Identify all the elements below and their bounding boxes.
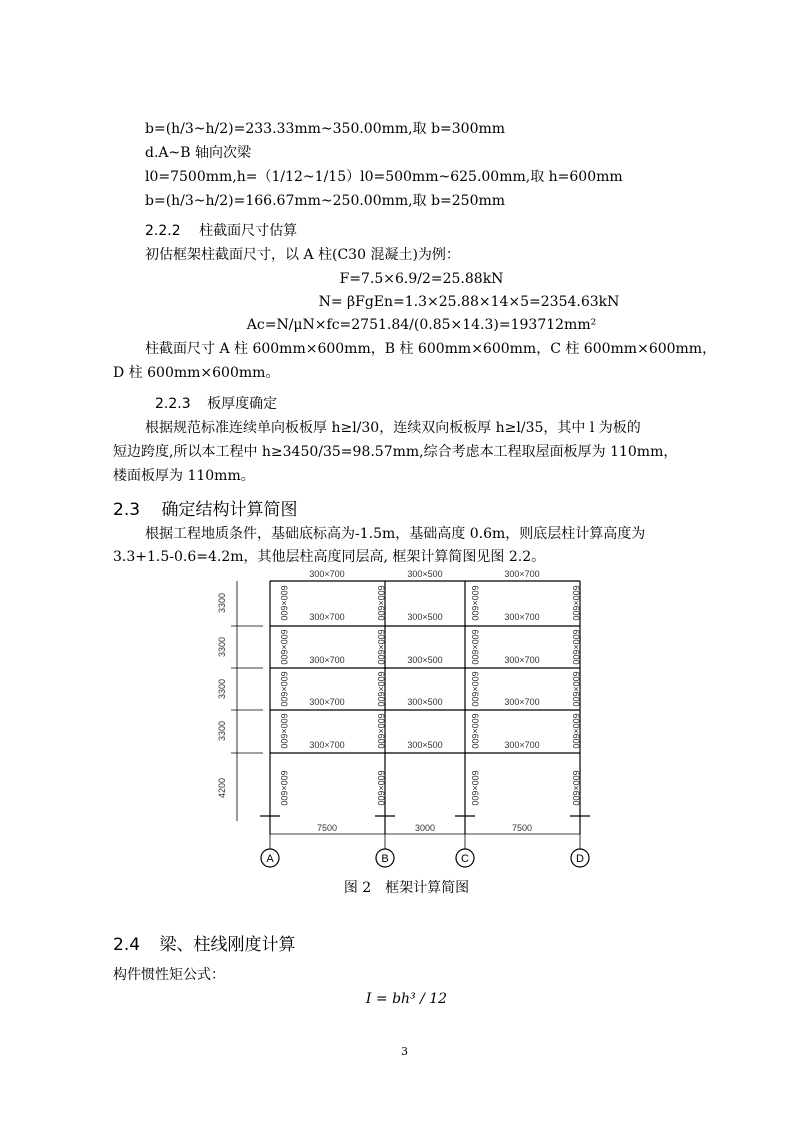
figure-caption: 图 2 框架计算简图 bbox=[343, 880, 470, 896]
span-dimension: 3000 bbox=[414, 823, 436, 833]
storey-height: 3300 bbox=[217, 678, 227, 700]
beam-labels-row2 bbox=[309, 655, 539, 665]
beam-label: 300×700 bbox=[309, 697, 345, 707]
beam-labels-row1 bbox=[309, 612, 539, 622]
column-label: 600×600 bbox=[571, 671, 581, 707]
beam-label: 300×700 bbox=[309, 655, 345, 665]
beam-label: 300×700 bbox=[504, 612, 540, 622]
axis-label-c: C bbox=[461, 853, 469, 865]
beam-label: 300×700 bbox=[504, 697, 540, 707]
column-labels-a bbox=[279, 585, 289, 805]
subsection-heading-2-2-2 bbox=[145, 222, 297, 240]
axis-label-d: D bbox=[576, 853, 584, 865]
beam-label: 300×700 bbox=[309, 612, 345, 622]
column-label: 600×600 bbox=[376, 713, 386, 749]
beam-label: 300×700 bbox=[504, 740, 540, 750]
column-label: 600×600 bbox=[470, 770, 480, 806]
beam-label: 300×700 bbox=[504, 569, 540, 579]
text-line-d-head: d.A~B 轴向次梁 bbox=[145, 145, 251, 161]
column-label: 600×600 bbox=[470, 671, 480, 707]
column-label: 600×600 bbox=[279, 671, 289, 707]
equation-n: N= βFgEn=1.3×25.88×14×5=2354.63kN bbox=[318, 294, 620, 310]
column-labels-d bbox=[571, 585, 581, 805]
section-title: 柱截面尺寸估算 bbox=[199, 223, 298, 239]
column-label: 600×600 bbox=[571, 629, 581, 665]
column-label: 600×600 bbox=[376, 629, 386, 665]
beam-label: 300×500 bbox=[407, 612, 443, 622]
paragraph-line: 柱截面尺寸 A 柱 600mm×600mm，B 柱 600mm×600mm，C 柱 600mm×600mm， bbox=[145, 341, 717, 357]
subsection-heading-2-2-3 bbox=[155, 395, 277, 413]
text-line-l0: l0=7500mm,h=（1/12~1/15）l0=500mm~625.00mm,取 h=600mm bbox=[145, 169, 623, 185]
span-dimension: 7500 bbox=[511, 823, 533, 833]
section-title: 板厚度确定 bbox=[207, 396, 278, 412]
beam-label: 300×500 bbox=[407, 569, 443, 579]
span-dimension: 7500 bbox=[316, 823, 338, 833]
column-label: 600×600 bbox=[376, 770, 386, 806]
column-labels-c bbox=[470, 585, 480, 805]
paragraph-line: 短边跨度,所以本工程中 h≥3450/35=98.57mm,综合考虑本工程取屋面板厚为 110mm， bbox=[113, 444, 678, 460]
beam-labels-row3 bbox=[309, 697, 539, 707]
section-number: 2.4 bbox=[113, 935, 141, 955]
beam-label: 300×700 bbox=[309, 740, 345, 750]
paragraph-line: 根据规范标准连续单向板板厚 h≥l/30，连续双向板板厚 h≥l/35，其中 l 为板的 bbox=[145, 420, 641, 436]
beam-label: 300×500 bbox=[407, 655, 443, 665]
column-label: 600×600 bbox=[571, 770, 581, 806]
section-title: 梁、柱线刚度计算 bbox=[159, 935, 296, 955]
equation-f: F=7.5×6.9/2=25.88kN bbox=[339, 271, 504, 287]
column-labels-b bbox=[376, 585, 386, 805]
paragraph-line: 构件惯性矩公式： bbox=[113, 967, 225, 983]
paragraph-line: D 柱 600mm×600mm。 bbox=[113, 365, 280, 381]
storey-height-labels bbox=[217, 593, 227, 798]
frame-diagram bbox=[215, 566, 605, 876]
beam-label: 300×700 bbox=[309, 569, 345, 579]
text-line-b2: b=(h/3~h/2)=166.67mm~250.00mm,取 b=250mm bbox=[145, 193, 506, 209]
paragraph-line: 根据工程地质条件，基础底标高为-1.5m，基础高度 0.6m，则底层柱计算高度为 bbox=[145, 526, 646, 542]
paragraph-line: 楼面板厚为 110mm。 bbox=[113, 468, 255, 484]
column-label: 600×600 bbox=[279, 585, 289, 621]
axis-label-b: B bbox=[381, 853, 389, 865]
section-number: 2.2.3 bbox=[155, 396, 191, 412]
column-label: 600×600 bbox=[470, 629, 480, 665]
column-label: 600×600 bbox=[571, 713, 581, 749]
axis-label-a: A bbox=[266, 853, 274, 865]
column-label: 600×600 bbox=[470, 713, 480, 749]
beam-label: 300×500 bbox=[407, 697, 443, 707]
column-label: 600×600 bbox=[376, 585, 386, 621]
column-label: 600×600 bbox=[470, 585, 480, 621]
storey-height: 3300 bbox=[217, 636, 227, 658]
column-label: 600×600 bbox=[571, 585, 581, 621]
storey-height: 3300 bbox=[217, 720, 227, 742]
section-heading-2-4 bbox=[113, 934, 295, 956]
equation-ac: Ac=N/μN×fc=2751.84/(0.85×14.3)=193712mm² bbox=[246, 317, 597, 333]
page-number: 3 bbox=[401, 1045, 408, 1058]
paragraph-line: 初估框架柱截面尺寸，以 A 柱(C30 混凝土)为例： bbox=[145, 247, 460, 263]
text-line-b1: b=(h/3~h/2)=233.33mm~350.00mm,取 b=300mm bbox=[145, 121, 506, 137]
section-number: 2.2.2 bbox=[145, 223, 181, 239]
column-label: 600×600 bbox=[279, 770, 289, 806]
inertia-formula: I = bh³ / 12 bbox=[365, 991, 448, 1007]
beam-labels-row4 bbox=[309, 740, 539, 750]
beam-label: 300×500 bbox=[407, 740, 443, 750]
section-heading-2-3 bbox=[113, 499, 297, 521]
column-label: 600×600 bbox=[279, 713, 289, 749]
paragraph-line: 3.3+1.5-0.6=4.2m，其他层柱高度同层高, 框架计算简图见图 2.2。 bbox=[113, 549, 546, 565]
column-label: 600×600 bbox=[279, 629, 289, 665]
storey-height: 4200 bbox=[217, 777, 227, 799]
beam-label: 300×700 bbox=[504, 655, 540, 665]
section-number: 2.3 bbox=[113, 500, 141, 520]
column-label: 600×600 bbox=[376, 671, 386, 707]
storey-height: 3300 bbox=[217, 592, 227, 614]
section-title: 确定结构计算简图 bbox=[161, 500, 298, 520]
